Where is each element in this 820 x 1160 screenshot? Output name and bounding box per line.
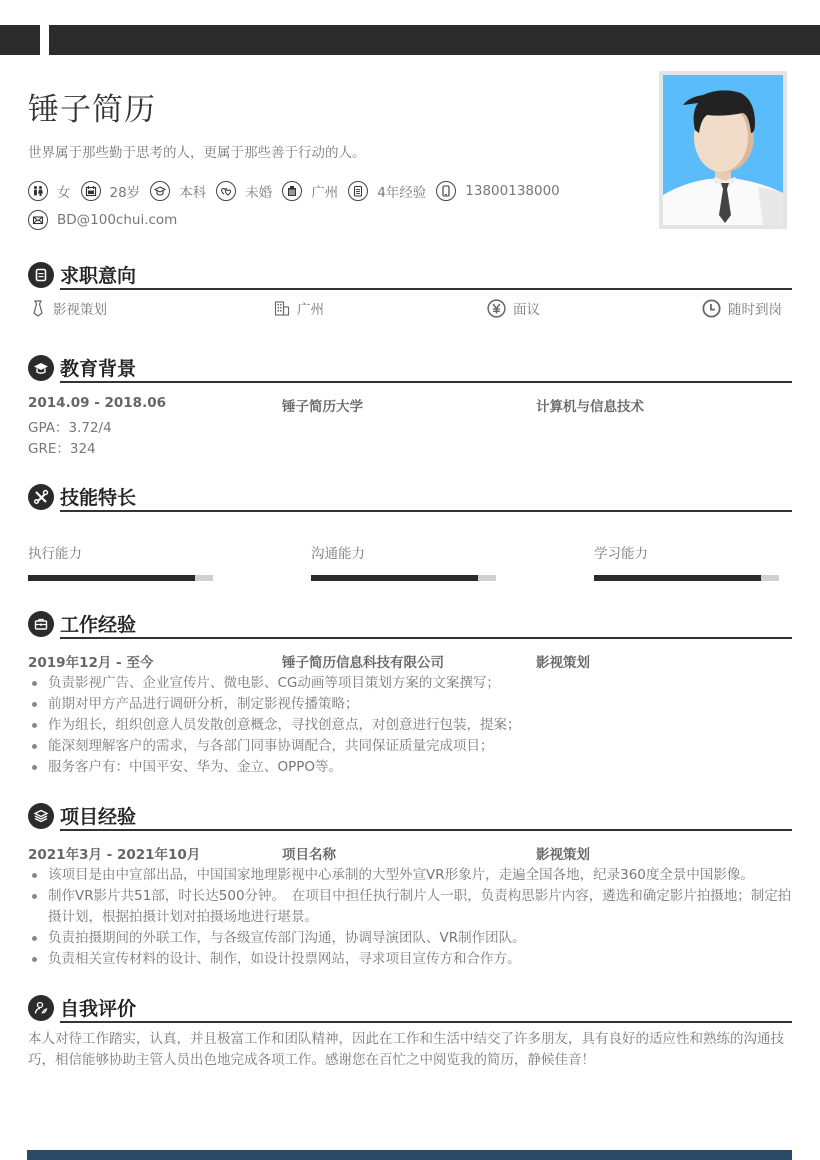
work-entry-header (28, 651, 792, 673)
project-name: 项目名称 (282, 847, 336, 863)
yen-icon (487, 299, 506, 318)
skill-bar-fill (28, 575, 195, 581)
section-title: 技能特长 (60, 487, 137, 509)
work-role: 影视策划 (536, 655, 590, 671)
tie-icon (30, 300, 46, 317)
section-title: 自我评价 (60, 998, 137, 1020)
avatar (663, 75, 783, 225)
info-phone: 13800138000 (436, 181, 559, 201)
top-bar (49, 25, 820, 55)
skill-bar-track (311, 575, 496, 581)
section-work-experience (28, 609, 792, 778)
info-gender: 女 (28, 181, 71, 201)
section-project-experience (28, 801, 792, 970)
profile-photo (659, 71, 787, 229)
skill-communication: 沟通能力 (311, 542, 496, 581)
education-school: 锤子简历大学 (282, 399, 363, 415)
mail-icon (28, 210, 48, 230)
clock-icon (702, 299, 721, 318)
section-title: 教育背景 (60, 358, 137, 380)
section-education (28, 353, 792, 460)
section-skills (28, 482, 792, 600)
self-evaluation-text: 本人对待工作踏实，认真，并且极富工作和团队精神，因此在工作和生活中结交了许多朋友，具有良好的适应性和熟练的沟通技巧，相信能够协助主管人员出色地完成各项工作。感谢您在百忙之中阅览我的简历，静候佳音！ (28, 1031, 784, 1068)
section-divider (60, 637, 792, 639)
work-duties (28, 673, 792, 778)
graduation-cap-icon (150, 181, 170, 201)
education-period: 2014.09 - 2018.06 (28, 395, 166, 411)
section-divider (60, 381, 792, 383)
layers-icon (28, 803, 54, 829)
list-item: 前期对甲方产品进行调研分析，制定影视传播策略； (28, 694, 792, 715)
briefcase-icon (28, 611, 54, 637)
work-period: 2019年12月 - 至今 (28, 655, 154, 671)
list-item: 该项目是由中宣部出品，中国国家地理影视中心承制的大型外宣VR形象片，走遍全国各地，纪录360度全景中国影像。 (28, 865, 792, 886)
info-marital: 未婚 (216, 181, 272, 201)
skill-bar-fill (594, 575, 761, 581)
skills-list (28, 520, 792, 600)
intent-city: 广州 (274, 298, 324, 318)
motto: 世界属于那些勤于思考的人，更属于那些善于行动的人。 (28, 145, 366, 161)
info-experience: 4年经验 (348, 181, 426, 201)
info-degree: 本科 (150, 181, 206, 201)
section-header (28, 353, 792, 383)
footer-bar (27, 1150, 792, 1160)
gender-icon (28, 181, 48, 201)
education-major: 计算机与信息技术 (536, 399, 644, 415)
resume-name: 锤子简历 (28, 92, 156, 128)
project-period: 2021年3月 - 2021年10月 (28, 847, 201, 863)
project-entry-header (28, 843, 792, 865)
section-job-intent (28, 260, 792, 322)
section-divider (60, 510, 792, 512)
building-icon (274, 300, 290, 317)
section-header (28, 260, 792, 290)
project-role: 影视策划 (536, 847, 590, 863)
section-title: 项目经验 (60, 806, 137, 828)
info-age: 28岁 (81, 181, 141, 201)
skill-bar-track (28, 575, 213, 581)
building-icon (282, 181, 302, 201)
list-item: 负责相关宣传材料的设计、制作，如设计投票网站，寻求项目宣传方和合作方。 (28, 949, 792, 970)
list-item: 负责拍摄期间的外联工作，与各级宣传部门沟通，协调导演团队、VR制作团队。 (28, 928, 792, 949)
info-email: BD@100chui.com (28, 210, 177, 230)
section-divider (60, 288, 792, 290)
list-item: 服务客户有：中国平安、华为、金立、OPPO等。 (28, 757, 792, 778)
document-icon (348, 181, 368, 201)
education-gpa: GPA：3.72/4 (28, 420, 112, 436)
skill-bar-track (594, 575, 779, 581)
project-duties (28, 865, 792, 970)
section-self-evaluation (28, 993, 792, 1071)
education-entry-header (28, 395, 792, 417)
list-item: 制作VR影片共51部，时长达500分钟。 在项目中担任执行制片人一职，负责构思影片内容，遴选和确定影片拍摄地；制定拍摄计划，根据拍摄计划对拍摄场地进行堪景。 (28, 886, 792, 928)
skill-learning: 学习能力 (594, 542, 779, 581)
list-item: 能深刻理解客户的需求，与各部门同事协调配合，共同保证质量完成项目； (28, 736, 792, 757)
graduation-cap-icon (28, 355, 54, 381)
calendar-icon (81, 181, 101, 201)
section-header (28, 801, 792, 831)
section-title: 工作经验 (60, 614, 137, 636)
intent-position: 影视策划 (30, 298, 107, 318)
personal-info-row (28, 181, 570, 201)
list-item: 作为组长，组织创意人员发散创意概念，寻找创意点，对创意进行包装，提案； (28, 715, 792, 736)
section-divider (60, 829, 792, 831)
section-header (28, 993, 792, 1023)
user-edit-icon (28, 995, 54, 1021)
hearts-icon (216, 181, 236, 201)
phone-icon (436, 181, 456, 201)
education-gre: GRE：324 (28, 441, 96, 457)
info-city: 广州 (282, 181, 338, 201)
section-divider (60, 1021, 792, 1023)
tools-icon (28, 484, 54, 510)
top-bar-left-block (0, 25, 40, 55)
intent-row (28, 298, 792, 322)
contact-row (28, 210, 187, 230)
clipboard-icon (28, 262, 54, 288)
section-header (28, 482, 792, 512)
section-header (28, 609, 792, 639)
skill-execution: 执行能力 (28, 542, 213, 581)
section-title: 求职意向 (60, 265, 137, 287)
intent-availability: 随时到岗 (702, 298, 782, 318)
work-company: 锤子简历信息科技有限公司 (282, 655, 444, 671)
list-item: 负责影视广告、企业宣传片、微电影、CG动画等项目策划方案的文案撰写； (28, 673, 792, 694)
intent-salary: 面议 (487, 298, 540, 318)
skill-bar-fill (311, 575, 478, 581)
